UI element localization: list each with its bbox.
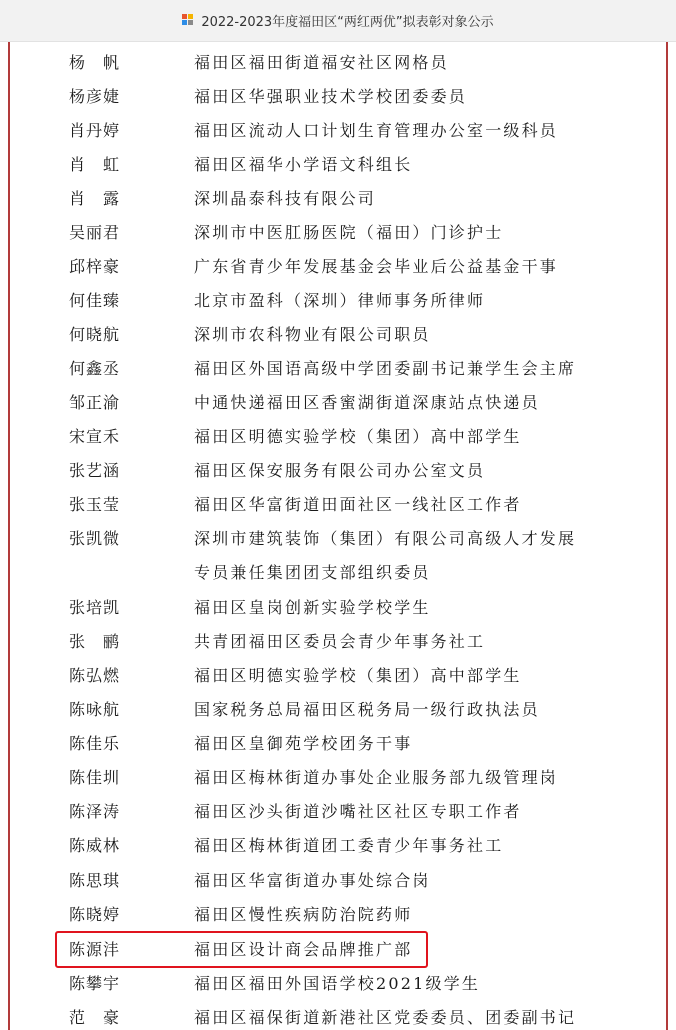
person-name: 陈泽涛 (69, 802, 121, 821)
person-name: 陈弘燃 (69, 666, 121, 685)
window-title: 2022-2023年度福田区“两红两优”拟表彰对象公示 (201, 15, 494, 30)
person-name: 陈攀宇 (69, 974, 121, 993)
person-unit: 深圳市建筑装饰（集团）有限公司高级人才发展 (194, 529, 577, 548)
roster-row (0, 453, 676, 487)
person-name: 何鑫丞 (69, 359, 121, 378)
person-name: 肖 露 (69, 189, 121, 208)
person-name: 张玉莹 (69, 495, 121, 514)
person-name: 陈威林 (69, 836, 121, 855)
roster-row (0, 79, 676, 113)
roster-row (0, 863, 676, 897)
person-unit: 福田区福田外国语学校2021级学生 (194, 974, 481, 993)
roster-row (0, 45, 676, 79)
roster-row (0, 419, 676, 453)
person-unit: 福田区流动人口计划生育管理办公室一级科员 (194, 121, 559, 140)
person-unit: 福田区明德实验学校（集团）高中部学生 (194, 427, 522, 446)
roster-row (0, 966, 676, 1000)
person-unit: 福田区沙头街道沙嘴社区社区专职工作者 (194, 802, 522, 821)
person-unit: 福田区明德实验学校（集团）高中部学生 (194, 666, 522, 685)
person-name: 张培凯 (69, 598, 121, 617)
person-unit: 福田区慢性疾病防治院药师 (194, 905, 413, 924)
person-unit: 福田区福华小学语文科组长 (194, 155, 413, 174)
person-unit: 中通快递福田区香蜜湖街道深康站点快递员 (194, 393, 540, 412)
person-name: 宋宣禾 (69, 427, 121, 446)
window-title-bar (0, 0, 676, 42)
roster-row (0, 555, 676, 589)
roster-row (0, 521, 676, 555)
person-unit: 福田区福田街道福安社区网格员 (194, 53, 449, 72)
person-unit: 北京市盈科（深圳）律师事务所律师 (194, 291, 486, 310)
person-unit: 福田区外国语高级中学团委副书记兼学生会主席 (194, 359, 577, 378)
person-unit: 深圳晶泰科技有限公司 (194, 189, 377, 208)
person-unit: 共青团福田区委员会青少年事务社工 (194, 632, 486, 651)
person-name: 吴丽君 (69, 223, 121, 242)
roster-row (0, 828, 676, 862)
person-name: 陈佳乐 (69, 734, 121, 753)
person-name: 张凯微 (69, 529, 121, 548)
roster-row (0, 726, 676, 760)
person-unit: 福田区梅林街道办事处企业服务部九级管理岗 (194, 768, 559, 787)
roster-row (0, 1000, 676, 1030)
person-unit: 福田区华富街道办事处综合岗 (194, 871, 431, 890)
roster-row (0, 624, 676, 658)
person-name: 范 豪 (69, 1008, 121, 1027)
person-name: 陈佳圳 (69, 768, 121, 787)
roster-row (0, 897, 676, 931)
person-unit: 福田区设计商会品牌推广部 (194, 940, 413, 959)
person-unit: 福田区皇岗创新实验学校学生 (194, 598, 431, 617)
person-unit: 福田区梅林街道团工委青少年事务社工 (194, 836, 504, 855)
person-unit: 专员兼任集团团支部组织委员 (194, 563, 431, 582)
roster-row (0, 317, 676, 351)
roster-row (0, 760, 676, 794)
roster-row (0, 215, 676, 249)
roster-row (0, 113, 676, 147)
person-name: 何晓航 (69, 325, 121, 344)
person-name: 肖丹婷 (69, 121, 121, 140)
roster-row (0, 385, 676, 419)
person-name: 张艺涵 (69, 461, 121, 480)
person-name: 陈晓婷 (69, 905, 121, 924)
person-unit: 福田区皇御苑学校团务干事 (194, 734, 413, 753)
roster-row (0, 487, 676, 521)
roster-row (0, 249, 676, 283)
person-unit: 福田区福保街道新港社区党委委员、团委副书记 (194, 1008, 577, 1027)
person-name: 邱梓豪 (69, 257, 121, 276)
person-name: 陈咏航 (69, 700, 121, 719)
person-name: 张 鹂 (69, 632, 121, 651)
person-name: 何佳臻 (69, 291, 121, 310)
roster-row (0, 590, 676, 624)
roster-row (0, 692, 676, 726)
person-name: 肖 虹 (69, 155, 121, 174)
person-name: 杨 帆 (69, 53, 121, 72)
roster-row (0, 181, 676, 215)
roster-row (0, 794, 676, 828)
person-unit: 深圳市中医肛肠医院（福田）门诊护士 (194, 223, 504, 242)
document-app-icon (182, 14, 194, 26)
person-unit: 福田区保安服务有限公司办公室文员 (194, 461, 486, 480)
highlight-box (55, 931, 428, 968)
person-name: 杨彦婕 (69, 87, 121, 106)
person-unit: 广东省青少年发展基金会毕业后公益基金干事 (194, 257, 559, 276)
person-name: 陈源沣 (69, 940, 121, 959)
person-unit: 福田区华富街道田面社区一线社区工作者 (194, 495, 522, 514)
document-page (0, 42, 676, 1030)
roster-row (0, 658, 676, 692)
roster-row (0, 283, 676, 317)
roster-row (0, 147, 676, 181)
roster-row (0, 351, 676, 385)
person-unit: 福田区华强职业技术学校团委委员 (194, 87, 468, 106)
person-unit: 深圳市农科物业有限公司职员 (194, 325, 431, 344)
person-unit: 国家税务总局福田区税务局一级行政执法员 (194, 700, 540, 719)
person-name: 陈思琪 (69, 871, 121, 890)
person-name: 邹正渝 (69, 393, 121, 412)
